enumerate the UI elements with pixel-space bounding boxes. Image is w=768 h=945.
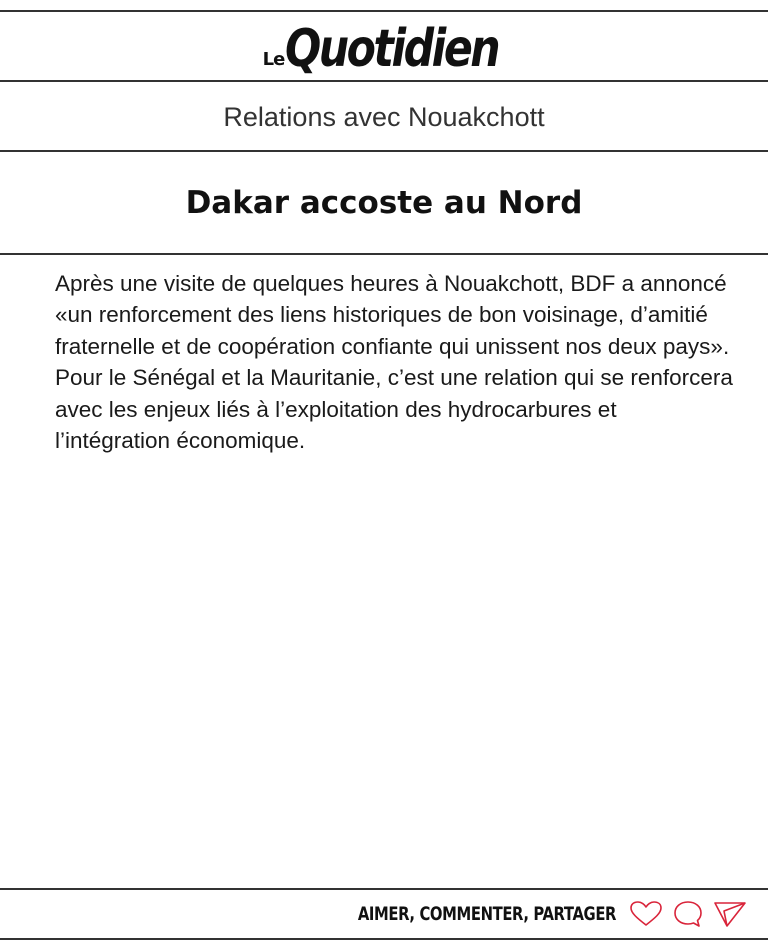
social-actions-bar xyxy=(0,890,768,938)
article-headline: Dakar accoste au Nord xyxy=(185,185,583,221)
logo-prefix: Le xyxy=(262,49,285,70)
actions-label: AIMER, COMMENTER, PARTAGER xyxy=(357,903,616,925)
publication-logo xyxy=(0,10,768,80)
logo-name: Quotidien xyxy=(285,19,499,79)
share-send-icon[interactable] xyxy=(712,898,748,930)
headline-divider xyxy=(0,253,768,255)
heart-icon[interactable] xyxy=(628,898,664,930)
bottom-rule xyxy=(0,938,768,940)
comment-bubble-icon[interactable] xyxy=(670,898,706,930)
logo-divider xyxy=(0,80,768,82)
article-body: Après une visite de quelques heures à Nouakchott, BDF a annoncé «un renforcement des liens historiques de bon voisinage, d’amitié fraternelle et de coopération confiante qui unissent nos deux pays». Pour le Sénégal et la Mauritanie, c’est une relation qui se renforcera avec les enjeux liés à l’exploitation des hydrocarbures et l’intégration économique. xyxy=(55,271,733,454)
article-rubric: Relations avec Nouakchott xyxy=(223,101,545,132)
